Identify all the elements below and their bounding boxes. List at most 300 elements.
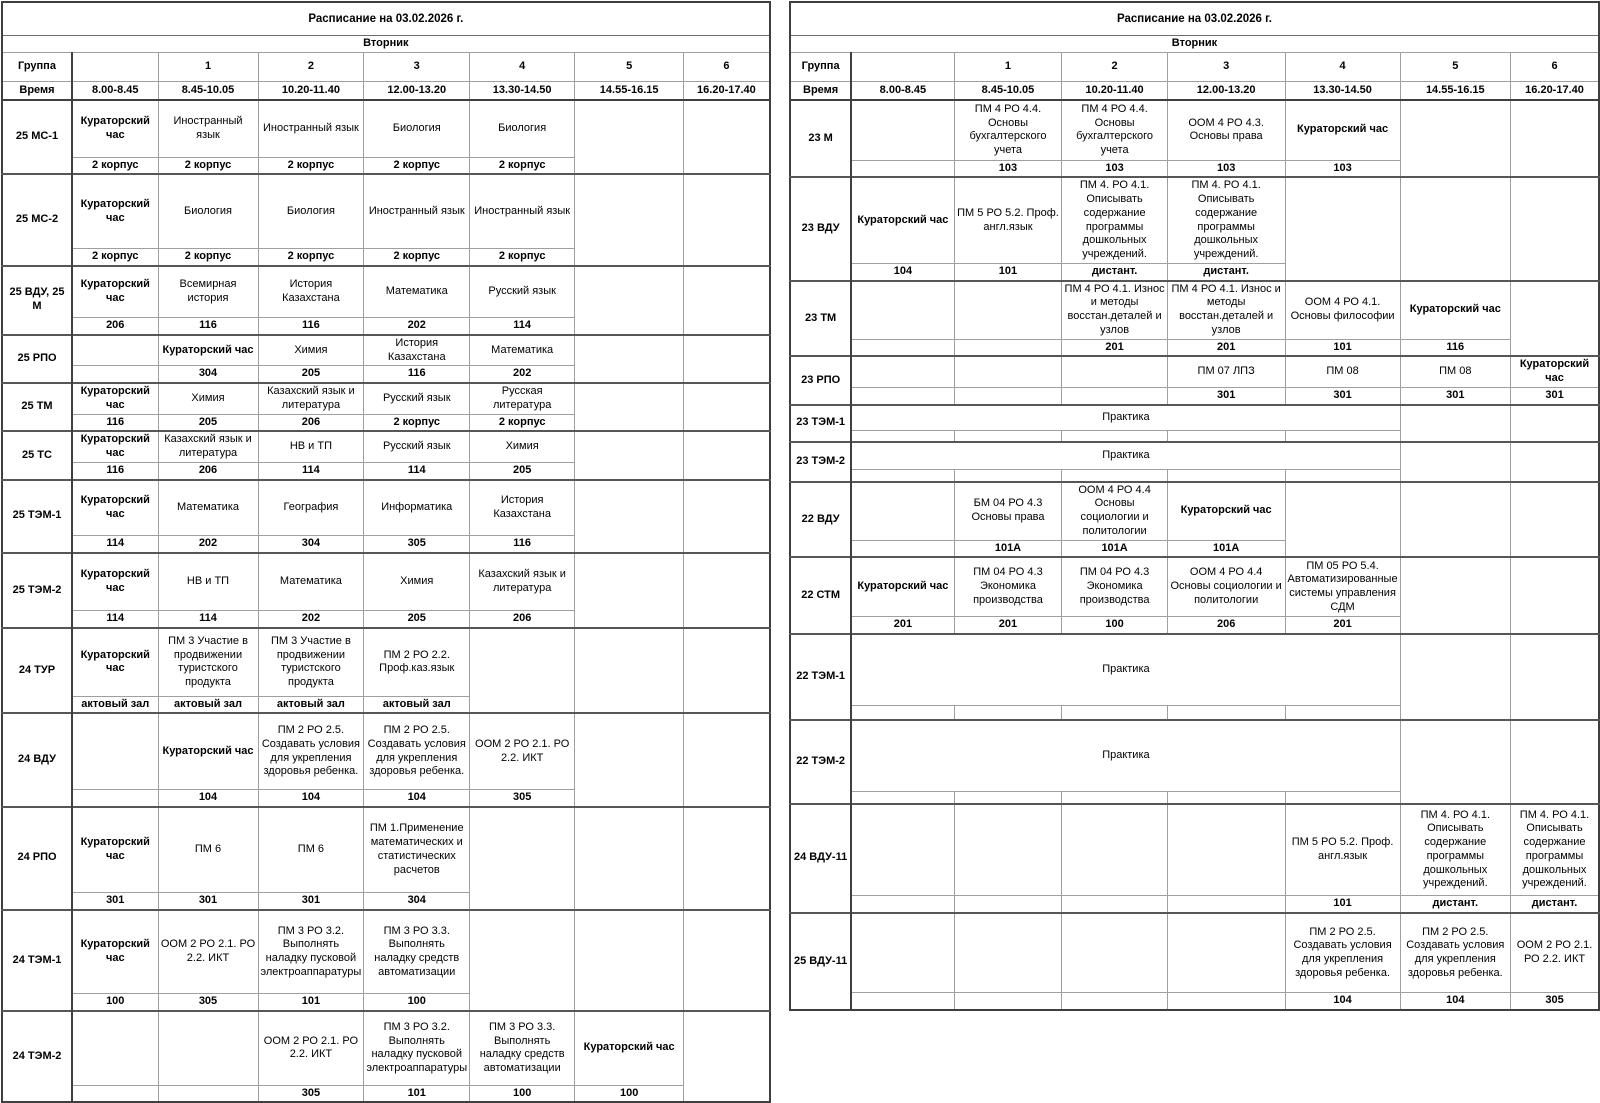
- empty-cell[interactable]: [470, 628, 575, 713]
- room-cell[interactable]: 304: [158, 366, 258, 383]
- room-cell[interactable]: 104: [1285, 993, 1400, 1010]
- group-cell[interactable]: 22 ТЭМ-1: [790, 634, 851, 720]
- room-cell[interactable]: 100: [72, 994, 158, 1011]
- room-cell[interactable]: 101: [1285, 896, 1400, 913]
- lesson-cell[interactable]: ПМ 4. РО 4.1. Описывать содержание программы дошкольных учреждений.: [1511, 804, 1599, 896]
- lesson-cell[interactable]: Казахский язык и литература: [470, 553, 575, 611]
- lesson-cell[interactable]: Кураторский час: [851, 177, 954, 263]
- lesson-cell[interactable]: Биология: [364, 100, 470, 157]
- lesson-cell[interactable]: Математика: [470, 335, 575, 366]
- lesson-cell[interactable]: История Казахстана: [258, 266, 364, 318]
- group-cell[interactable]: 24 ТЭМ-2: [2, 1011, 72, 1102]
- lesson-cell[interactable]: ООМ 4 РО 4.4 Основы социологии и политологии: [1062, 482, 1167, 541]
- empty-room-cell[interactable]: [1062, 387, 1167, 404]
- room-cell[interactable]: 2 корпус: [258, 248, 364, 265]
- lesson-cell[interactable]: ПМ 2 РО 2.5. Создавать условия для укрепления здоровья ребенка.: [364, 713, 470, 789]
- lesson-cell[interactable]: Биология: [258, 174, 364, 248]
- empty-cell[interactable]: [1400, 720, 1510, 804]
- empty-lesson-cell[interactable]: [1167, 804, 1285, 896]
- lesson-cell[interactable]: Кураторский час: [72, 266, 158, 318]
- empty-cell[interactable]: [1400, 557, 1510, 633]
- room-cell[interactable]: 301: [1285, 387, 1400, 404]
- room-cell[interactable]: 201: [954, 616, 1062, 633]
- empty-room-cell[interactable]: [851, 339, 954, 356]
- empty-cell[interactable]: [1285, 177, 1400, 280]
- room-cell[interactable]: 301: [258, 893, 364, 910]
- lesson-cell[interactable]: ПМ 6: [258, 807, 364, 893]
- empty-lesson-cell[interactable]: [72, 713, 158, 789]
- lesson-cell[interactable]: Кураторский час: [72, 910, 158, 994]
- room-cell[interactable]: 116: [364, 366, 470, 383]
- empty-room-cell[interactable]: [72, 366, 158, 383]
- lesson-cell[interactable]: ПМ 04 РО 4.3 Экономика производства: [954, 557, 1062, 616]
- empty-room-cell[interactable]: [851, 540, 954, 557]
- empty-room-cell[interactable]: [954, 993, 1062, 1010]
- group-cell[interactable]: 25 ВДУ-11: [790, 913, 851, 1010]
- empty-cell[interactable]: [575, 553, 684, 628]
- empty-cell[interactable]: [575, 713, 684, 806]
- group-cell[interactable]: 25 ТМ: [2, 383, 72, 431]
- room-cell[interactable]: 301: [1511, 387, 1599, 404]
- empty-lesson-cell[interactable]: [851, 356, 954, 387]
- group-cell[interactable]: 22 ВДУ: [790, 482, 851, 558]
- empty-room-cell[interactable]: [954, 706, 1062, 720]
- lesson-cell[interactable]: ПМ 1.Применение математических и статистических расчетов: [364, 807, 470, 893]
- room-cell[interactable]: 201: [851, 616, 954, 633]
- empty-room-cell[interactable]: [954, 339, 1062, 356]
- room-cell[interactable]: 103: [1285, 160, 1400, 177]
- room-cell[interactable]: актовый зал: [258, 696, 364, 713]
- lesson-cell[interactable]: ООМ 4 РО 4.1. Основы философии: [1285, 281, 1400, 340]
- room-cell[interactable]: 104: [851, 263, 954, 280]
- empty-cell[interactable]: [684, 383, 770, 431]
- lesson-cell[interactable]: ПМ 3 РО 3.3. Выполнять наладку средств автоматизации: [470, 1011, 575, 1085]
- room-cell[interactable]: 2 корпус: [470, 157, 575, 174]
- empty-room-cell[interactable]: [158, 1085, 258, 1102]
- room-cell[interactable]: 202: [470, 366, 575, 383]
- empty-lesson-cell[interactable]: [851, 482, 954, 541]
- group-cell[interactable]: 25 РПО: [2, 335, 72, 383]
- lesson-cell[interactable]: ПМ 4 РО 4.1. Износ и методы восстан.деталей и узлов: [1062, 281, 1167, 340]
- lesson-cell[interactable]: ООМ 4 РО 4.3. Основы права: [1167, 100, 1285, 160]
- empty-cell[interactable]: [1400, 482, 1510, 558]
- room-cell[interactable]: 104: [1400, 993, 1510, 1010]
- empty-cell[interactable]: [1511, 557, 1599, 633]
- empty-lesson-cell[interactable]: [954, 804, 1062, 896]
- empty-room-cell[interactable]: [954, 387, 1062, 404]
- practice-cell[interactable]: Практика: [851, 405, 1400, 431]
- group-cell[interactable]: 22 ТЭМ-2: [790, 720, 851, 804]
- room-cell[interactable]: 201: [1167, 339, 1285, 356]
- room-cell[interactable]: 101А: [1167, 540, 1285, 557]
- empty-cell[interactable]: [684, 628, 770, 713]
- empty-cell[interactable]: [684, 1011, 770, 1102]
- room-cell[interactable]: 201: [1285, 616, 1400, 633]
- room-cell[interactable]: 304: [364, 893, 470, 910]
- lesson-cell[interactable]: Кураторский час: [1167, 482, 1285, 541]
- empty-room-cell[interactable]: [851, 431, 954, 442]
- lesson-cell[interactable]: История Казахстана: [364, 335, 470, 366]
- empty-room-cell[interactable]: [1285, 706, 1400, 720]
- room-cell[interactable]: 2 корпус: [158, 157, 258, 174]
- empty-cell[interactable]: [684, 807, 770, 910]
- room-cell[interactable]: дистант.: [1511, 896, 1599, 913]
- room-cell[interactable]: 103: [1062, 160, 1167, 177]
- lesson-cell[interactable]: ПМ 08: [1285, 356, 1400, 387]
- lesson-cell[interactable]: География: [258, 480, 364, 536]
- lesson-cell[interactable]: Химия: [470, 431, 575, 462]
- empty-cell[interactable]: [1511, 281, 1599, 357]
- lesson-cell[interactable]: Информатика: [364, 480, 470, 536]
- empty-cell[interactable]: [1511, 405, 1599, 442]
- lesson-cell[interactable]: Кураторский час: [72, 431, 158, 462]
- empty-cell[interactable]: [684, 266, 770, 335]
- empty-lesson-cell[interactable]: [851, 913, 954, 993]
- empty-room-cell[interactable]: [1167, 896, 1285, 913]
- room-cell[interactable]: 114: [364, 462, 470, 479]
- room-cell[interactable]: 116: [72, 414, 158, 431]
- empty-cell[interactable]: [575, 174, 684, 265]
- lesson-cell[interactable]: Кураторский час: [72, 174, 158, 248]
- empty-room-cell[interactable]: [851, 160, 954, 177]
- group-cell[interactable]: 23 М: [790, 100, 851, 177]
- room-cell[interactable]: 2 корпус: [258, 157, 364, 174]
- lesson-cell[interactable]: ПМ 2 РО 2.5. Создавать условия для укрепления здоровья ребенка.: [1285, 913, 1400, 993]
- lesson-cell[interactable]: НВ и ТП: [158, 553, 258, 611]
- lesson-cell[interactable]: Русская литература: [470, 383, 575, 414]
- empty-cell[interactable]: [575, 335, 684, 383]
- lesson-cell[interactable]: ПМ 2 РО 2.5. Создавать условия для укрепления здоровья ребенка.: [1400, 913, 1510, 993]
- room-cell[interactable]: 114: [258, 462, 364, 479]
- group-cell[interactable]: 22 СТМ: [790, 557, 851, 633]
- group-cell[interactable]: 25 МС-1: [2, 100, 72, 174]
- lesson-cell[interactable]: Кураторский час: [72, 628, 158, 696]
- empty-cell[interactable]: [1511, 634, 1599, 720]
- empty-room-cell[interactable]: [954, 431, 1062, 442]
- group-cell[interactable]: 23 ТМ: [790, 281, 851, 357]
- room-cell[interactable]: 202: [364, 318, 470, 335]
- room-cell[interactable]: 205: [258, 366, 364, 383]
- room-cell[interactable]: 101: [364, 1085, 470, 1102]
- room-cell[interactable]: 116: [1400, 339, 1510, 356]
- room-cell[interactable]: 114: [158, 611, 258, 628]
- room-cell[interactable]: 101А: [954, 540, 1062, 557]
- lesson-cell[interactable]: ООМ 2 РО 2.1. РО 2.2. ИКТ: [470, 713, 575, 789]
- lesson-cell[interactable]: ПМ 4 РО 4.1. Износ и методы восстан.деталей и узлов: [1167, 281, 1285, 340]
- empty-lesson-cell[interactable]: [954, 281, 1062, 340]
- empty-room-cell[interactable]: [1062, 896, 1167, 913]
- empty-cell[interactable]: [684, 335, 770, 383]
- lesson-cell[interactable]: Биология: [470, 100, 575, 157]
- room-cell[interactable]: дистант.: [1400, 896, 1510, 913]
- lesson-cell[interactable]: ПМ 3 РО 3.2. Выполнять наладку пусковой электроаппаратуры: [364, 1011, 470, 1085]
- room-cell[interactable]: 101А: [1062, 540, 1167, 557]
- group-cell[interactable]: 23 ТЭМ-2: [790, 442, 851, 482]
- empty-cell[interactable]: [684, 100, 770, 174]
- empty-cell[interactable]: [575, 480, 684, 553]
- group-cell[interactable]: 23 ВДУ: [790, 177, 851, 280]
- lesson-cell[interactable]: Математика: [364, 266, 470, 318]
- empty-cell[interactable]: [1511, 482, 1599, 558]
- lesson-cell[interactable]: ПМ 4. РО 4.1. Описывать содержание программы дошкольных учреждений.: [1062, 177, 1167, 263]
- lesson-cell[interactable]: ПМ 5 РО 5.2. Проф. англ.язык: [954, 177, 1062, 263]
- lesson-cell[interactable]: ПМ 4 РО 4.4. Основы бухгалтерского учета: [1062, 100, 1167, 160]
- room-cell[interactable]: 104: [364, 789, 470, 806]
- empty-room-cell[interactable]: [1167, 470, 1285, 482]
- empty-lesson-cell[interactable]: [954, 356, 1062, 387]
- lesson-cell[interactable]: ООМ 2 РО 2.1. РО 2.2. ИКТ: [1511, 913, 1599, 993]
- empty-room-cell[interactable]: [1062, 993, 1167, 1010]
- lesson-cell[interactable]: Кураторский час: [72, 553, 158, 611]
- room-cell[interactable]: 2 корпус: [470, 414, 575, 431]
- room-cell[interactable]: 205: [470, 462, 575, 479]
- empty-room-cell[interactable]: [851, 993, 954, 1010]
- lesson-cell[interactable]: Химия: [258, 335, 364, 366]
- lesson-cell[interactable]: Кураторский час: [575, 1011, 684, 1085]
- empty-cell[interactable]: [1400, 405, 1510, 442]
- group-cell[interactable]: 23 ТЭМ-1: [790, 405, 851, 442]
- lesson-cell[interactable]: Кураторский час: [72, 383, 158, 414]
- empty-lesson-cell[interactable]: [851, 281, 954, 340]
- empty-cell[interactable]: [684, 431, 770, 479]
- empty-room-cell[interactable]: [1062, 431, 1167, 442]
- group-cell[interactable]: 25 ТЭМ-1: [2, 480, 72, 553]
- practice-cell[interactable]: Практика: [851, 634, 1400, 706]
- room-cell[interactable]: 304: [258, 536, 364, 553]
- room-cell[interactable]: 305: [1511, 993, 1599, 1010]
- room-cell[interactable]: 305: [258, 1085, 364, 1102]
- lesson-cell[interactable]: ПМ 05 РО 5.4. Автоматизированные системы управления СДМ: [1285, 557, 1400, 616]
- room-cell[interactable]: 2 корпус: [158, 248, 258, 265]
- empty-room-cell[interactable]: [954, 792, 1062, 804]
- empty-room-cell[interactable]: [1285, 431, 1400, 442]
- room-cell[interactable]: 116: [72, 462, 158, 479]
- room-cell[interactable]: 305: [470, 789, 575, 806]
- lesson-cell[interactable]: Кураторский час: [158, 713, 258, 789]
- empty-cell[interactable]: [1511, 100, 1599, 177]
- empty-room-cell[interactable]: [1167, 993, 1285, 1010]
- empty-room-cell[interactable]: [1062, 470, 1167, 482]
- empty-cell[interactable]: [1511, 720, 1599, 804]
- room-cell[interactable]: дистант.: [1062, 263, 1167, 280]
- empty-lesson-cell[interactable]: [72, 1011, 158, 1085]
- empty-lesson-cell[interactable]: [851, 804, 954, 896]
- empty-lesson-cell[interactable]: [72, 335, 158, 366]
- room-cell[interactable]: 301: [158, 893, 258, 910]
- room-cell[interactable]: 205: [158, 414, 258, 431]
- lesson-cell[interactable]: БМ 04 РО 4.3 Основы права: [954, 482, 1062, 541]
- group-cell[interactable]: 24 ТЭМ-1: [2, 910, 72, 1011]
- lesson-cell[interactable]: Кураторский час: [1511, 356, 1599, 387]
- room-cell[interactable]: 2 корпус: [364, 248, 470, 265]
- empty-lesson-cell[interactable]: [1167, 913, 1285, 993]
- empty-cell[interactable]: [575, 266, 684, 335]
- room-cell[interactable]: 206: [470, 611, 575, 628]
- empty-lesson-cell[interactable]: [1062, 913, 1167, 993]
- empty-cell[interactable]: [1285, 482, 1400, 558]
- lesson-cell[interactable]: ПМ 3 Участие в продвижении туристского продукта: [158, 628, 258, 696]
- lesson-cell[interactable]: Кураторский час: [72, 480, 158, 536]
- practice-cell[interactable]: Практика: [851, 442, 1400, 470]
- room-cell[interactable]: 301: [72, 893, 158, 910]
- lesson-cell[interactable]: ПМ 3 Участие в продвижении туристского продукта: [258, 628, 364, 696]
- empty-cell[interactable]: [1400, 177, 1510, 280]
- lesson-cell[interactable]: Кураторский час: [1285, 100, 1400, 160]
- lesson-cell[interactable]: Химия: [158, 383, 258, 414]
- room-cell[interactable]: 202: [258, 611, 364, 628]
- room-cell[interactable]: актовый зал: [72, 696, 158, 713]
- lesson-cell[interactable]: ПМ 5 РО 5.2. Проф. англ.язык: [1285, 804, 1400, 896]
- empty-room-cell[interactable]: [851, 470, 954, 482]
- empty-cell[interactable]: [1400, 634, 1510, 720]
- lesson-cell[interactable]: ООМ 4 РО 4.4 Основы социологии и политологии: [1167, 557, 1285, 616]
- group-cell[interactable]: 24 ВДУ: [2, 713, 72, 806]
- empty-room-cell[interactable]: [1285, 792, 1400, 804]
- empty-cell[interactable]: [1400, 442, 1510, 482]
- lesson-cell[interactable]: Кураторский час: [72, 100, 158, 157]
- lesson-cell[interactable]: Русский язык: [364, 383, 470, 414]
- group-cell[interactable]: 25 МС-2: [2, 174, 72, 265]
- room-cell[interactable]: 100: [575, 1085, 684, 1102]
- empty-room-cell[interactable]: [954, 896, 1062, 913]
- room-cell[interactable]: 104: [158, 789, 258, 806]
- lesson-cell[interactable]: ПМ 6: [158, 807, 258, 893]
- room-cell[interactable]: 305: [364, 536, 470, 553]
- lesson-cell[interactable]: Математика: [258, 553, 364, 611]
- empty-room-cell[interactable]: [851, 387, 954, 404]
- lesson-cell[interactable]: Русский язык: [364, 431, 470, 462]
- empty-room-cell[interactable]: [851, 706, 954, 720]
- room-cell[interactable]: дистант.: [1167, 263, 1285, 280]
- lesson-cell[interactable]: Кураторский час: [158, 335, 258, 366]
- room-cell[interactable]: 301: [1167, 387, 1285, 404]
- empty-cell[interactable]: [470, 910, 575, 1011]
- empty-cell[interactable]: [575, 383, 684, 431]
- lesson-cell[interactable]: ПМ 3 РО 3.3. Выполнять наладку средств автоматизации: [364, 910, 470, 994]
- empty-cell[interactable]: [470, 807, 575, 910]
- empty-cell[interactable]: [684, 910, 770, 1011]
- empty-cell[interactable]: [575, 807, 684, 910]
- empty-cell[interactable]: [575, 628, 684, 713]
- lesson-cell[interactable]: ООМ 2 РО 2.1. РО 2.2. ИКТ: [158, 910, 258, 994]
- room-cell[interactable]: 114: [72, 611, 158, 628]
- lesson-cell[interactable]: ПМ 2 РО 2.5. Создавать условия для укрепления здоровья ребенка.: [258, 713, 364, 789]
- lesson-cell[interactable]: НВ и ТП: [258, 431, 364, 462]
- lesson-cell[interactable]: Кураторский час: [851, 557, 954, 616]
- lesson-cell[interactable]: Иностранный язык: [258, 100, 364, 157]
- room-cell[interactable]: 202: [158, 536, 258, 553]
- room-cell[interactable]: 116: [470, 536, 575, 553]
- room-cell[interactable]: 114: [470, 318, 575, 335]
- empty-cell[interactable]: [684, 174, 770, 265]
- room-cell[interactable]: 305: [158, 994, 258, 1011]
- room-cell[interactable]: 100: [470, 1085, 575, 1102]
- room-cell[interactable]: 114: [72, 536, 158, 553]
- empty-room-cell[interactable]: [72, 789, 158, 806]
- room-cell[interactable]: 100: [364, 994, 470, 1011]
- lesson-cell[interactable]: Химия: [364, 553, 470, 611]
- empty-cell[interactable]: [684, 480, 770, 553]
- room-cell[interactable]: 206: [1167, 616, 1285, 633]
- room-cell[interactable]: 206: [258, 414, 364, 431]
- lesson-cell[interactable]: ПМ 2 РО 2.2. Проф.каз.язык: [364, 628, 470, 696]
- room-cell[interactable]: 116: [258, 318, 364, 335]
- empty-room-cell[interactable]: [1062, 706, 1167, 720]
- room-cell[interactable]: 301: [1400, 387, 1510, 404]
- room-cell[interactable]: 100: [1062, 616, 1167, 633]
- empty-cell[interactable]: [575, 910, 684, 1011]
- lesson-cell[interactable]: Иностранный язык: [364, 174, 470, 248]
- group-cell[interactable]: 25 ТЭМ-2: [2, 553, 72, 628]
- room-cell[interactable]: 206: [72, 318, 158, 335]
- group-cell[interactable]: 25 ВДУ, 25 М: [2, 266, 72, 335]
- empty-lesson-cell[interactable]: [851, 100, 954, 160]
- empty-lesson-cell[interactable]: [954, 913, 1062, 993]
- lesson-cell[interactable]: ООМ 2 РО 2.1. РО 2.2. ИКТ: [258, 1011, 364, 1085]
- room-cell[interactable]: 2 корпус: [72, 157, 158, 174]
- lesson-cell[interactable]: Всемирная история: [158, 266, 258, 318]
- empty-room-cell[interactable]: [1167, 792, 1285, 804]
- empty-room-cell[interactable]: [851, 792, 954, 804]
- room-cell[interactable]: 205: [364, 611, 470, 628]
- group-cell[interactable]: 25 ТС: [2, 431, 72, 479]
- lesson-cell[interactable]: Русский язык: [470, 266, 575, 318]
- room-cell[interactable]: 201: [1062, 339, 1167, 356]
- lesson-cell[interactable]: Иностранный язык: [470, 174, 575, 248]
- empty-room-cell[interactable]: [851, 896, 954, 913]
- lesson-cell[interactable]: ПМ 4 РО 4.4. Основы бухгалтерского учета: [954, 100, 1062, 160]
- room-cell[interactable]: актовый зал: [158, 696, 258, 713]
- lesson-cell[interactable]: История Казахстана: [470, 480, 575, 536]
- empty-cell[interactable]: [575, 100, 684, 174]
- room-cell[interactable]: 103: [1167, 160, 1285, 177]
- practice-cell[interactable]: Практика: [851, 720, 1400, 792]
- room-cell[interactable]: актовый зал: [364, 696, 470, 713]
- lesson-cell[interactable]: Биология: [158, 174, 258, 248]
- empty-room-cell[interactable]: [1167, 706, 1285, 720]
- empty-lesson-cell[interactable]: [1062, 804, 1167, 896]
- empty-room-cell[interactable]: [1285, 470, 1400, 482]
- group-cell[interactable]: 24 ВДУ-11: [790, 804, 851, 913]
- room-cell[interactable]: 2 корпус: [470, 248, 575, 265]
- empty-lesson-cell[interactable]: [1062, 356, 1167, 387]
- empty-cell[interactable]: [1511, 442, 1599, 482]
- empty-room-cell[interactable]: [954, 470, 1062, 482]
- empty-lesson-cell[interactable]: [158, 1011, 258, 1085]
- group-cell[interactable]: 23 РПО: [790, 356, 851, 404]
- lesson-cell[interactable]: ПМ 08: [1400, 356, 1510, 387]
- empty-room-cell[interactable]: [72, 1085, 158, 1102]
- lesson-cell[interactable]: ПМ 4. РО 4.1. Описывать содержание программы дошкольных учреждений.: [1400, 804, 1510, 896]
- room-cell[interactable]: 2 корпус: [364, 414, 470, 431]
- room-cell[interactable]: 206: [158, 462, 258, 479]
- lesson-cell[interactable]: Кураторский час: [72, 807, 158, 893]
- empty-cell[interactable]: [575, 431, 684, 479]
- empty-room-cell[interactable]: [1062, 792, 1167, 804]
- room-cell[interactable]: 116: [158, 318, 258, 335]
- lesson-cell[interactable]: Казахский язык и литература: [158, 431, 258, 462]
- empty-cell[interactable]: [1511, 177, 1599, 280]
- room-cell[interactable]: 103: [954, 160, 1062, 177]
- empty-room-cell[interactable]: [1167, 431, 1285, 442]
- room-cell[interactable]: 101: [258, 994, 364, 1011]
- lesson-cell[interactable]: Иностранный язык: [158, 100, 258, 157]
- group-cell[interactable]: 24 ТУР: [2, 628, 72, 713]
- lesson-cell[interactable]: Казахский язык и литература: [258, 383, 364, 414]
- lesson-cell[interactable]: Математика: [158, 480, 258, 536]
- lesson-cell[interactable]: Кураторский час: [1400, 281, 1510, 340]
- lesson-cell[interactable]: ПМ 07 ЛПЗ: [1167, 356, 1285, 387]
